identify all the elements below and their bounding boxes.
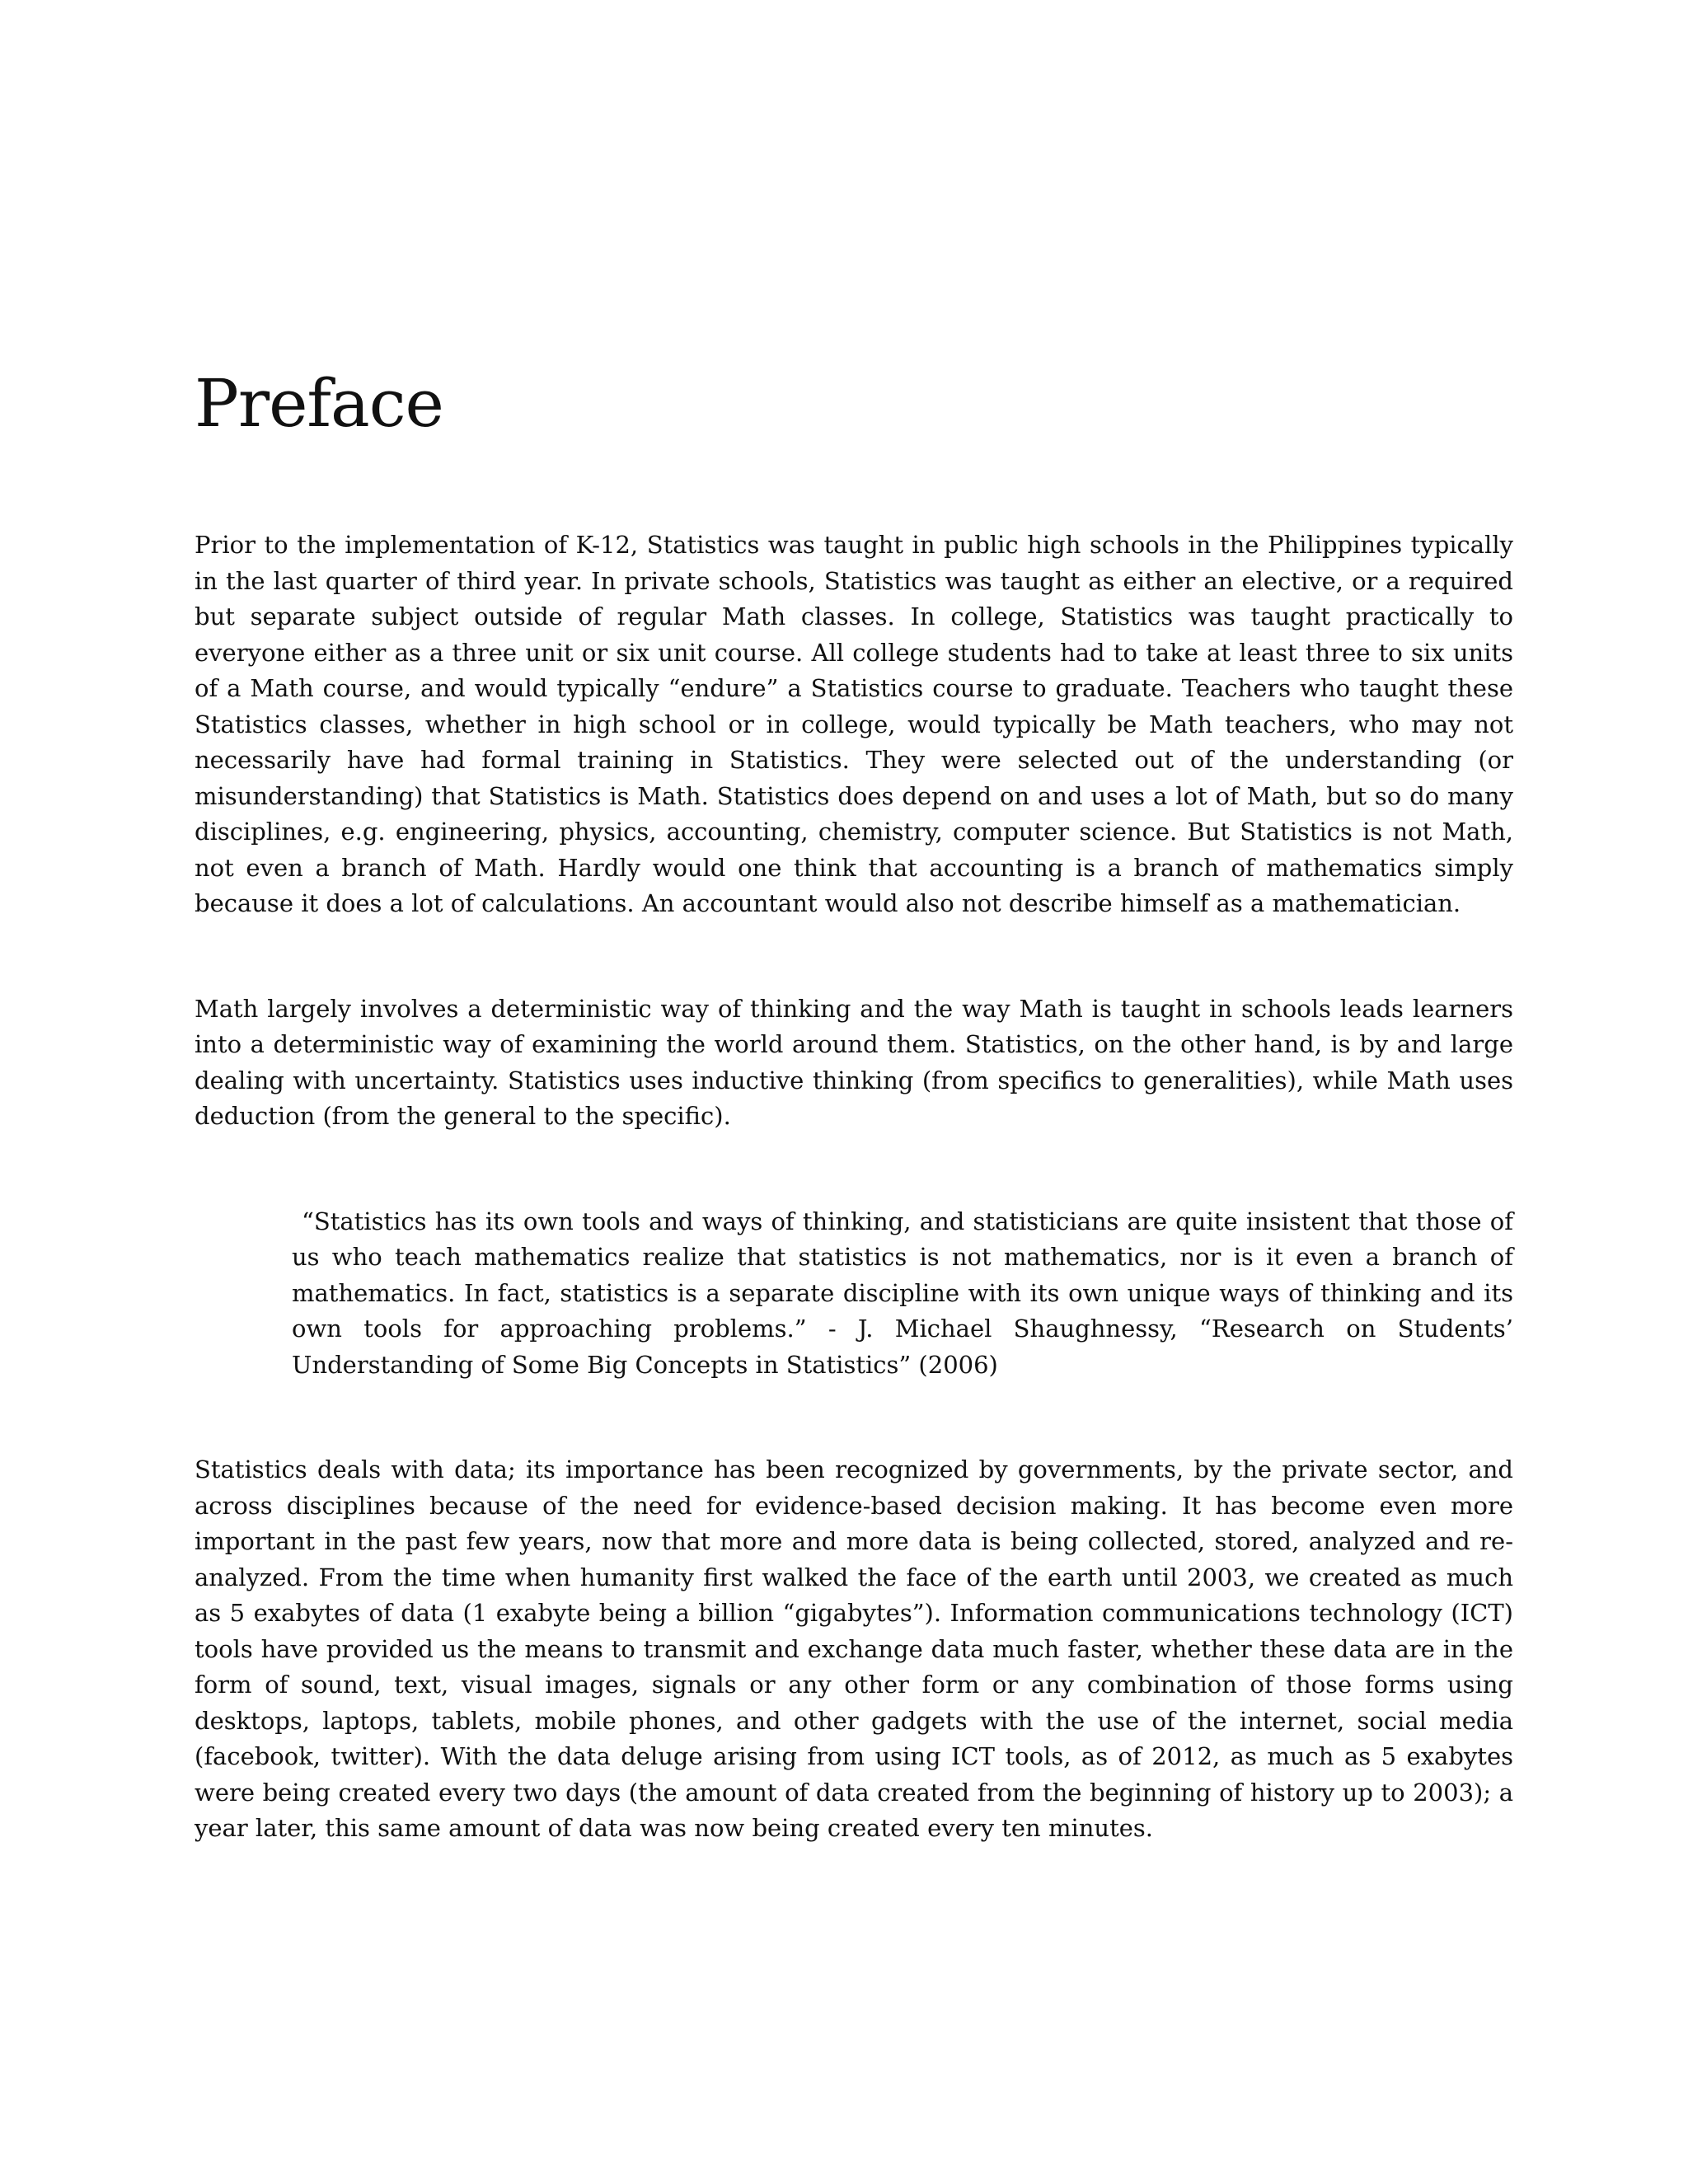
document-content — [195, 363, 1513, 1847]
paragraph-data-deluge: Statistics deals with data; its importance has been recognized by governments, by the private sector, and across disciplines because of the need for evidence-based decision making. It has become even more important in the past few years, now that more and more data is being collected, stored, analyzed and re-analyzed. From the time when humanity first walked the face of the earth until 2003, we created as much as 5 exabytes of data (1 exabyte being a billion “gigabytes”). Information communications technology (ICT) tools have provided us the means to transmit and exchange data much faster, whether these data are in the form of sound, text, visual images, signals or any other form or any combination of those forms using desktops, laptops, tablets, mobile phones, and other gadgets with the use of the internet, social media (facebook, twitter). With the data deluge arising from using ICT tools, as of 2012, as much as 5 exabytes were being created every two days (the amount of data created from the beginning of history up to 2003); a year later, this same amount of data was now being created every ten minutes. — [195, 1455, 1513, 1842]
page-title: Preface — [195, 365, 443, 442]
paragraph-math-vs-statistics: Math largely involves a deterministic way of thinking and the way Math is taught in schools leads learners into a deterministic way of examining the world around them. Statistics, on the other hand, is by and large dealing with uncertainty. Statistics uses inductive thinking (from specifics to generalities), while Math uses deduction (from the general to the specific). — [195, 994, 1513, 1130]
paragraph-k12-history: Prior to the implementation of K-12, Statistics was taught in public high schools in the Philippines typically in the last quarter of third year. In private schools, Statistics was taught as either an elective, or a required but separate subject outside of regular Math classes. In college, Statistics was taught practically to everyone either as a three unit or six unit course. All college students had to take at least three to six units of a Math course, and would typically “endure” a Statistics course to graduate. Teachers who taught these Statistics classes, whether in high school or in college, would typically be Math teachers, who may not necessarily have had formal training in Statistics. They were selected out of the understanding (or misunderstanding) that Statistics is Math. Statistics does depend on and uses a lot of Math, but so do many disciplines, e.g. engineering, physics, accounting, chemistry, computer science. But Statistics is not Math, not even a branch of Math. Hardly would one think that accounting is a branch of mathematics simply because it does a lot of calculations. An accountant would also not describe himself as a mathematician. — [195, 531, 1513, 917]
block-quote-shaughnessy: “Statistics has its own tools and ways of thinking, and statisticians are quite insistent that those of us who teach mathematics realize that statistics is not mathematics, nor is it even a branch of mathematics. In fact, statistics is a separate discipline with its own unique ways of thinking and its own tools for approaching problems.” - J. Michael Shaughnessy, “Research on Students’ Understanding of Some Big Concepts in Statistics” (2006) — [292, 1207, 1513, 1379]
